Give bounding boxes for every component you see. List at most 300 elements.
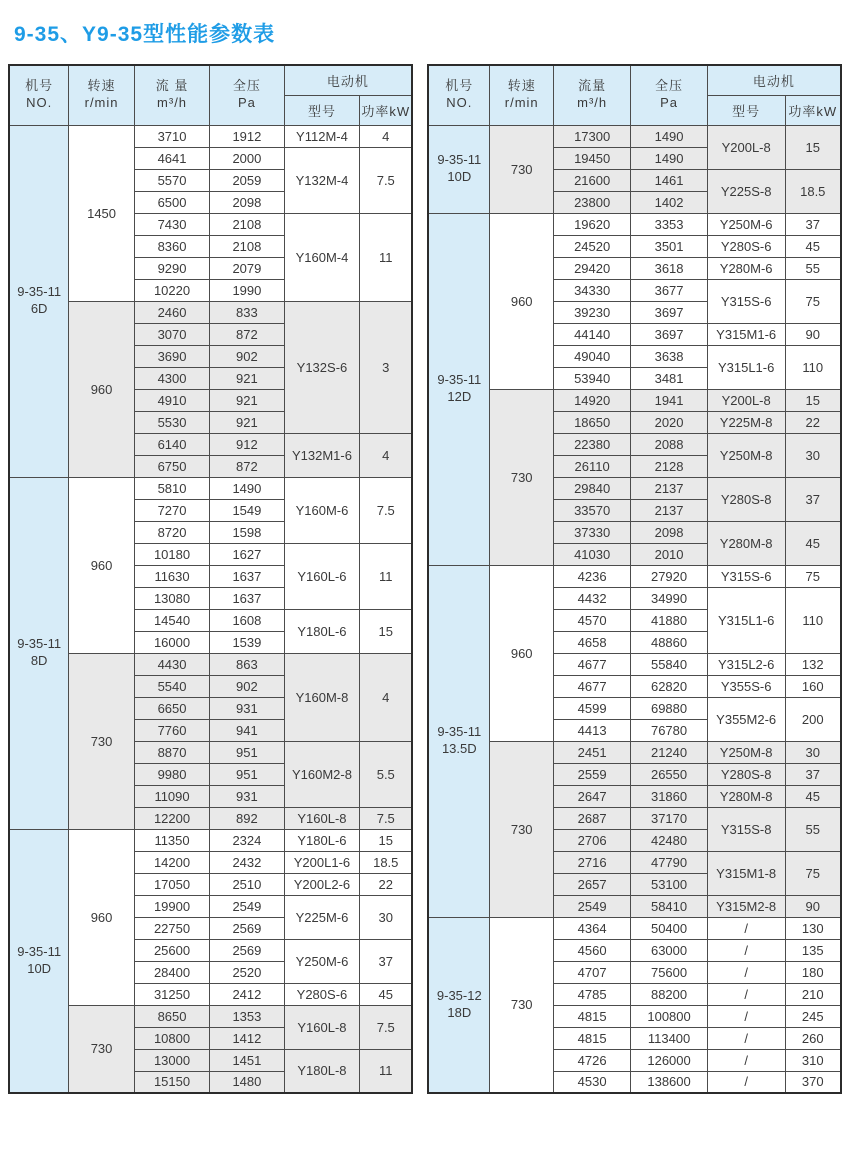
flow-cell: 4560 (553, 939, 630, 961)
table-row (428, 741, 841, 763)
motor-model-cell: Y160M-8 (284, 653, 360, 741)
flow-cell: 11630 (134, 565, 209, 587)
table-header (9, 65, 412, 125)
motor-power-cell: 7.5 (360, 1005, 412, 1049)
motor-model-cell: Y280M-8 (707, 785, 785, 807)
flow-cell: 4300 (134, 367, 209, 389)
flow-cell: 7760 (134, 719, 209, 741)
flow-cell: 31250 (134, 983, 209, 1005)
motor-model-cell: / (707, 939, 785, 961)
table-header (428, 65, 841, 125)
speed-cell: 730 (69, 653, 135, 829)
motor-model-cell: Y200L2-6 (284, 873, 360, 895)
pressure-cell: 951 (210, 763, 284, 785)
col-header-pressure: 全压 Pa (631, 65, 707, 125)
pressure-cell: 1461 (631, 169, 707, 191)
motor-model-cell: Y200L-8 (707, 389, 785, 411)
flow-cell: 5530 (134, 411, 209, 433)
motor-power-cell: 30 (785, 741, 841, 763)
flow-cell: 33570 (553, 499, 630, 521)
motor-model-cell: Y280S-8 (707, 477, 785, 521)
motor-model-cell: Y180L-8 (284, 1049, 360, 1093)
motor-model-cell: Y315L1-6 (707, 587, 785, 653)
motor-power-cell: 7.5 (360, 147, 412, 213)
motor-power-cell: 37 (785, 213, 841, 235)
flow-cell: 17050 (134, 873, 209, 895)
speed-cell: 960 (490, 565, 554, 741)
header-row (428, 65, 841, 95)
pressure-cell: 126000 (631, 1049, 707, 1071)
table-row (9, 829, 412, 851)
pressure-cell: 1353 (210, 1005, 284, 1027)
flow-cell: 11350 (134, 829, 209, 851)
pressure-cell: 31860 (631, 785, 707, 807)
flow-cell: 13080 (134, 587, 209, 609)
motor-power-cell: 370 (785, 1071, 841, 1093)
col-header-model: 型号 (707, 95, 785, 125)
flow-cell: 34330 (553, 279, 630, 301)
speed-cell: 730 (490, 917, 554, 1093)
motor-model-cell: Y315L2-6 (707, 653, 785, 675)
flow-cell: 10180 (134, 543, 209, 565)
motor-model-cell: Y225M-8 (707, 411, 785, 433)
motor-model-cell: Y315S-8 (707, 807, 785, 851)
flow-cell: 17300 (553, 125, 630, 147)
col-header-power: 功率kW (785, 95, 841, 125)
header-row (9, 65, 412, 95)
pressure-cell: 912 (210, 433, 284, 455)
motor-model-cell: / (707, 1027, 785, 1049)
table-row (428, 389, 841, 411)
flow-cell: 14200 (134, 851, 209, 873)
pressure-cell: 2098 (631, 521, 707, 543)
pressure-cell: 2108 (210, 213, 284, 235)
flow-cell: 4815 (553, 1005, 630, 1027)
pressure-cell: 1490 (631, 147, 707, 169)
pressure-cell: 3481 (631, 367, 707, 389)
pressure-cell: 138600 (631, 1071, 707, 1093)
flow-cell: 7430 (134, 213, 209, 235)
motor-power-cell: 200 (785, 697, 841, 741)
motor-power-cell: 45 (785, 521, 841, 565)
table-body (9, 125, 412, 1093)
pressure-cell: 53100 (631, 873, 707, 895)
flow-cell: 4599 (553, 697, 630, 719)
pressure-cell: 3638 (631, 345, 707, 367)
motor-model-cell: Y112M-4 (284, 125, 360, 147)
motor-power-cell: 11 (360, 543, 412, 609)
flow-cell: 18650 (553, 411, 630, 433)
motor-power-cell: 37 (785, 763, 841, 785)
motor-model-cell: Y160M2-8 (284, 741, 360, 807)
pressure-cell: 21240 (631, 741, 707, 763)
motor-power-cell: 245 (785, 1005, 841, 1027)
col-header-model: 型号 (284, 95, 360, 125)
flow-cell: 2687 (553, 807, 630, 829)
flow-cell: 4658 (553, 631, 630, 653)
flow-cell: 4785 (553, 983, 630, 1005)
flow-cell: 8360 (134, 235, 209, 257)
motor-model-cell: Y132S-6 (284, 301, 360, 433)
flow-cell: 4432 (553, 587, 630, 609)
motor-power-cell: 37 (785, 477, 841, 521)
motor-power-cell: 22 (360, 873, 412, 895)
pressure-cell: 58410 (631, 895, 707, 917)
pressure-cell: 2510 (210, 873, 284, 895)
pressure-cell: 3501 (631, 235, 707, 257)
flow-cell: 44140 (553, 323, 630, 345)
flow-cell: 16000 (134, 631, 209, 653)
pressure-cell: 921 (210, 411, 284, 433)
motor-model-cell: Y315S-6 (707, 279, 785, 323)
motor-power-cell: 110 (785, 345, 841, 389)
flow-cell: 28400 (134, 961, 209, 983)
flow-cell: 5810 (134, 477, 209, 499)
motor-power-cell: 4 (360, 125, 412, 147)
flow-cell: 4641 (134, 147, 209, 169)
motor-model-cell: Y250M-8 (707, 433, 785, 477)
flow-cell: 6140 (134, 433, 209, 455)
flow-cell: 6750 (134, 455, 209, 477)
motor-power-cell: 15 (360, 829, 412, 851)
motor-model-cell: Y315M1-6 (707, 323, 785, 345)
flow-cell: 37330 (553, 521, 630, 543)
motor-model-cell: Y355M2-6 (707, 697, 785, 741)
pressure-cell: 55840 (631, 653, 707, 675)
pressure-cell: 2520 (210, 961, 284, 983)
motor-model-cell: Y132M-4 (284, 147, 360, 213)
motor-power-cell: 45 (360, 983, 412, 1005)
flow-cell: 5540 (134, 675, 209, 697)
pressure-cell: 921 (210, 367, 284, 389)
pressure-cell: 3618 (631, 257, 707, 279)
motor-power-cell: 45 (785, 235, 841, 257)
motor-model-cell: / (707, 961, 785, 983)
flow-cell: 9290 (134, 257, 209, 279)
pressure-cell: 951 (210, 741, 284, 763)
speed-cell: 730 (490, 389, 554, 565)
pressure-cell: 2000 (210, 147, 284, 169)
pressure-cell: 1627 (210, 543, 284, 565)
motor-model-cell: Y160L-8 (284, 807, 360, 829)
flow-cell: 2559 (553, 763, 630, 785)
col-header-power: 功率kW (360, 95, 412, 125)
motor-model-cell: Y280S-8 (707, 763, 785, 785)
flow-cell: 9980 (134, 763, 209, 785)
motor-power-cell: 5.5 (360, 741, 412, 807)
table-row (9, 477, 412, 499)
flow-cell: 2716 (553, 851, 630, 873)
flow-cell: 19620 (553, 213, 630, 235)
pressure-cell: 1637 (210, 587, 284, 609)
flow-cell: 22380 (553, 433, 630, 455)
flow-cell: 41030 (553, 543, 630, 565)
col-header-machine: 机号 NO. (428, 65, 490, 125)
flow-cell: 19900 (134, 895, 209, 917)
motor-model-cell: Y280M-8 (707, 521, 785, 565)
flow-cell: 4726 (553, 1049, 630, 1071)
pressure-cell: 1549 (210, 499, 284, 521)
motor-model-cell: Y180L-6 (284, 829, 360, 851)
motor-power-cell: 75 (785, 279, 841, 323)
table-row (9, 1005, 412, 1027)
motor-model-cell: Y315M1-8 (707, 851, 785, 895)
pressure-cell: 2412 (210, 983, 284, 1005)
pressure-cell: 1490 (210, 477, 284, 499)
motor-power-cell: 7.5 (360, 477, 412, 543)
spec-tables-container (8, 64, 842, 1094)
machine-cell: 9-35-11 13.5D (428, 565, 490, 917)
machine-cell: 9-35-12 18D (428, 917, 490, 1093)
motor-power-cell: 75 (785, 565, 841, 587)
pressure-cell: 1941 (631, 389, 707, 411)
col-header-pressure: 全压 Pa (210, 65, 284, 125)
motor-model-cell: Y160L-6 (284, 543, 360, 609)
flow-cell: 2647 (553, 785, 630, 807)
speed-cell: 960 (69, 301, 135, 477)
motor-power-cell: 18.5 (360, 851, 412, 873)
motor-power-cell: 11 (360, 1049, 412, 1093)
flow-cell: 4430 (134, 653, 209, 675)
motor-power-cell: 18.5 (785, 169, 841, 213)
motor-power-cell: 160 (785, 675, 841, 697)
pressure-cell: 2549 (210, 895, 284, 917)
flow-cell: 7270 (134, 499, 209, 521)
pressure-cell: 42480 (631, 829, 707, 851)
motor-model-cell: Y200L1-6 (284, 851, 360, 873)
flow-cell: 6650 (134, 697, 209, 719)
motor-model-cell: Y280S-6 (284, 983, 360, 1005)
flow-cell: 29840 (553, 477, 630, 499)
machine-cell: 9-35-11 10D (9, 829, 69, 1093)
col-header-machine: 机号 NO. (9, 65, 69, 125)
flow-cell: 6500 (134, 191, 209, 213)
motor-model-cell: Y225S-8 (707, 169, 785, 213)
motor-model-cell: / (707, 917, 785, 939)
pressure-cell: 1490 (631, 125, 707, 147)
pressure-cell: 941 (210, 719, 284, 741)
pressure-cell: 2432 (210, 851, 284, 873)
pressure-cell: 2059 (210, 169, 284, 191)
flow-cell: 15150 (134, 1071, 209, 1093)
col-header-speed: 转速 r/min (69, 65, 135, 125)
motor-model-cell: Y280M-6 (707, 257, 785, 279)
pressure-cell: 37170 (631, 807, 707, 829)
motor-power-cell: 90 (785, 895, 841, 917)
table-row (428, 125, 841, 147)
motor-model-cell: Y355S-6 (707, 675, 785, 697)
pressure-cell: 76780 (631, 719, 707, 741)
flow-cell: 14920 (553, 389, 630, 411)
motor-model-cell: Y225M-6 (284, 895, 360, 939)
motor-model-cell: / (707, 1049, 785, 1071)
motor-power-cell: 132 (785, 653, 841, 675)
flow-cell: 4570 (553, 609, 630, 631)
flow-cell: 8720 (134, 521, 209, 543)
speed-cell: 730 (69, 1005, 135, 1093)
speed-cell: 960 (69, 829, 135, 1005)
pressure-cell: 2108 (210, 235, 284, 257)
motor-power-cell: 260 (785, 1027, 841, 1049)
col-header-motor: 电动机 (284, 65, 412, 95)
pressure-cell: 2128 (631, 455, 707, 477)
pressure-cell: 113400 (631, 1027, 707, 1049)
pressure-cell: 2088 (631, 433, 707, 455)
flow-cell: 2657 (553, 873, 630, 895)
pressure-cell: 2137 (631, 477, 707, 499)
flow-cell: 29420 (553, 257, 630, 279)
pressure-cell: 2079 (210, 257, 284, 279)
flow-cell: 3070 (134, 323, 209, 345)
pressure-cell: 3697 (631, 301, 707, 323)
motor-model-cell: Y180L-6 (284, 609, 360, 653)
pressure-cell: 47790 (631, 851, 707, 873)
pressure-cell: 2098 (210, 191, 284, 213)
flow-cell: 25600 (134, 939, 209, 961)
motor-power-cell: 110 (785, 587, 841, 653)
speed-cell: 960 (69, 477, 135, 653)
motor-model-cell: Y280S-6 (707, 235, 785, 257)
flow-cell: 10800 (134, 1027, 209, 1049)
motor-model-cell: / (707, 1071, 785, 1093)
flow-cell: 2460 (134, 301, 209, 323)
flow-cell: 21600 (553, 169, 630, 191)
speed-cell: 730 (490, 741, 554, 917)
pressure-cell: 34990 (631, 587, 707, 609)
flow-cell: 22750 (134, 917, 209, 939)
flow-cell: 5570 (134, 169, 209, 191)
pressure-cell: 1451 (210, 1049, 284, 1071)
motor-power-cell: 22 (785, 411, 841, 433)
flow-cell: 49040 (553, 345, 630, 367)
pressure-cell: 2010 (631, 543, 707, 565)
flow-cell: 8650 (134, 1005, 209, 1027)
table-row (428, 565, 841, 587)
motor-power-cell: 55 (785, 807, 841, 851)
motor-model-cell: Y315S-6 (707, 565, 785, 587)
flow-cell: 4413 (553, 719, 630, 741)
flow-cell: 19450 (553, 147, 630, 169)
flow-cell: 4707 (553, 961, 630, 983)
pressure-cell: 1637 (210, 565, 284, 587)
flow-cell: 4677 (553, 675, 630, 697)
motor-model-cell: Y160L-8 (284, 1005, 360, 1049)
table-body (428, 125, 841, 1093)
motor-power-cell: 210 (785, 983, 841, 1005)
pressure-cell: 62820 (631, 675, 707, 697)
motor-model-cell: Y132M1-6 (284, 433, 360, 477)
flow-cell: 10220 (134, 279, 209, 301)
pressure-cell: 1990 (210, 279, 284, 301)
flow-cell: 24520 (553, 235, 630, 257)
pressure-cell: 2569 (210, 917, 284, 939)
motor-power-cell: 3 (360, 301, 412, 433)
col-header-flow: 流 量 m³/h (134, 65, 209, 125)
col-header-speed: 转速 r/min (490, 65, 554, 125)
pressure-cell: 892 (210, 807, 284, 829)
pressure-cell: 88200 (631, 983, 707, 1005)
pressure-cell: 3353 (631, 213, 707, 235)
pressure-cell: 26550 (631, 763, 707, 785)
flow-cell: 26110 (553, 455, 630, 477)
motor-model-cell: Y250M-6 (707, 213, 785, 235)
motor-model-cell: / (707, 1005, 785, 1027)
pressure-cell: 921 (210, 389, 284, 411)
pressure-cell: 1480 (210, 1071, 284, 1093)
motor-power-cell: 7.5 (360, 807, 412, 829)
spec-table (427, 64, 842, 1094)
pressure-cell: 63000 (631, 939, 707, 961)
motor-power-cell: 90 (785, 323, 841, 345)
pressure-cell: 931 (210, 697, 284, 719)
flow-cell: 14540 (134, 609, 209, 631)
pressure-cell: 902 (210, 675, 284, 697)
col-header-motor: 电动机 (707, 65, 841, 95)
flow-cell: 4677 (553, 653, 630, 675)
flow-cell: 8870 (134, 741, 209, 763)
machine-cell: 9-35-11 6D (9, 125, 69, 477)
motor-power-cell: 4 (360, 653, 412, 741)
pressure-cell: 27920 (631, 565, 707, 587)
table-row (9, 301, 412, 323)
motor-model-cell: Y200L-8 (707, 125, 785, 169)
pressure-cell: 3677 (631, 279, 707, 301)
pressure-cell: 75600 (631, 961, 707, 983)
speed-cell: 730 (490, 125, 554, 213)
motor-model-cell: Y315M2-8 (707, 895, 785, 917)
machine-cell: 9-35-11 8D (9, 477, 69, 829)
page-title: 9-35、Y9-35型性能参数表 (14, 23, 276, 46)
flow-cell: 4236 (553, 565, 630, 587)
flow-cell: 2549 (553, 895, 630, 917)
motor-power-cell: 55 (785, 257, 841, 279)
motor-power-cell: 135 (785, 939, 841, 961)
motor-model-cell: / (707, 983, 785, 1005)
motor-power-cell: 310 (785, 1049, 841, 1071)
pressure-cell: 1608 (210, 609, 284, 631)
flow-cell: 3710 (134, 125, 209, 147)
table-row (9, 653, 412, 675)
pressure-cell: 2569 (210, 939, 284, 961)
pressure-cell: 902 (210, 345, 284, 367)
pressure-cell: 2020 (631, 411, 707, 433)
pressure-cell: 41880 (631, 609, 707, 631)
motor-model-cell: Y160M-6 (284, 477, 360, 543)
motor-model-cell: Y250M-8 (707, 741, 785, 763)
motor-model-cell: Y315L1-6 (707, 345, 785, 389)
table-row (428, 213, 841, 235)
pressure-cell: 872 (210, 455, 284, 477)
flow-cell: 39230 (553, 301, 630, 323)
motor-model-cell: Y250M-6 (284, 939, 360, 983)
motor-power-cell: 30 (785, 433, 841, 477)
pressure-cell: 931 (210, 785, 284, 807)
flow-cell: 2706 (553, 829, 630, 851)
flow-cell: 23800 (553, 191, 630, 213)
table-row (428, 917, 841, 939)
flow-cell: 53940 (553, 367, 630, 389)
flow-cell: 12200 (134, 807, 209, 829)
flow-cell: 4530 (553, 1071, 630, 1093)
pressure-cell: 1402 (631, 191, 707, 213)
pressure-cell: 863 (210, 653, 284, 675)
flow-cell: 3690 (134, 345, 209, 367)
motor-power-cell: 30 (360, 895, 412, 939)
pressure-cell: 69880 (631, 697, 707, 719)
flow-cell: 4364 (553, 917, 630, 939)
motor-power-cell: 130 (785, 917, 841, 939)
motor-power-cell: 75 (785, 851, 841, 895)
